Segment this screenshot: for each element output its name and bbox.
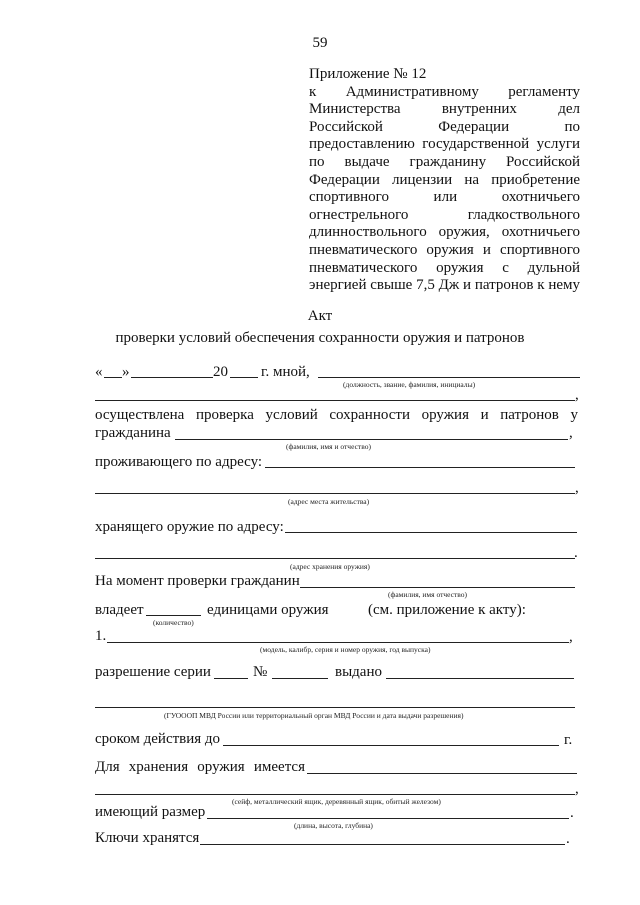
- size-field[interactable]: [207, 818, 569, 819]
- see-appendix-label: (см. приложение к акту):: [368, 602, 526, 618]
- appendix-line: предоставлению государственной услуги: [309, 136, 580, 153]
- year-prefix: 20: [213, 364, 228, 380]
- caption-residence: (адрес места жительства): [288, 497, 370, 506]
- comma: ,: [569, 425, 573, 441]
- validity-date-field[interactable]: [223, 745, 559, 746]
- comma: ,: [575, 480, 579, 496]
- storage-type-field-continued[interactable]: [95, 794, 575, 795]
- by-me-label: г. мной,: [261, 364, 310, 380]
- comma: ,: [575, 387, 579, 403]
- month-field[interactable]: [131, 377, 213, 378]
- keys-label: Ключи хранятся: [95, 830, 200, 846]
- appendix-line: к Административному регламенту: [309, 83, 580, 100]
- permit-issuer-field-continued[interactable]: [95, 707, 575, 708]
- item-number: 1.: [95, 628, 107, 644]
- caption-model: (модель, калибр, серия и номер оружия, год выпуска): [260, 645, 431, 654]
- caption-size: (длина, высота, глубина): [294, 821, 373, 830]
- comma: ,: [569, 629, 573, 645]
- owns-label: владеет: [95, 602, 144, 618]
- caption-safe: (сейф, металлический ящик, деревянный ящик, обитый железом): [232, 797, 441, 806]
- storage-address-field-continued[interactable]: [95, 558, 575, 559]
- act-title: Акт: [307, 308, 333, 324]
- appendix-line: Министерства внутренних дел: [309, 101, 580, 118]
- period: .: [566, 831, 570, 847]
- period: .: [570, 805, 574, 821]
- permit-number-field[interactable]: [272, 678, 328, 679]
- date-close-quote: »: [122, 364, 130, 380]
- day-field[interactable]: [104, 377, 122, 378]
- citizen-fio-field[interactable]: [300, 587, 575, 588]
- caption-fio-2: (фамилия, имя отчество): [388, 590, 468, 599]
- date-open-quote: «: [95, 364, 103, 380]
- residing-label: проживающего по адресу:: [95, 454, 263, 470]
- weapon-quantity-field[interactable]: [146, 615, 201, 616]
- official-field-continued[interactable]: [95, 400, 575, 401]
- act-subtitle: проверки условий обеспечения сохранности оружия и патронов: [115, 330, 525, 346]
- storage-has-label: Для хранения оружия имеется: [95, 759, 305, 775]
- moment-label: На момент проверки гражданин: [95, 573, 300, 589]
- permit-series-label: разрешение серии: [95, 664, 211, 680]
- units-label: единицами оружия: [207, 602, 329, 618]
- caption-quantity: (количество): [153, 618, 194, 627]
- appendix-title: Приложение № 12: [309, 66, 427, 82]
- storing-label: хранящего оружие по адресу:: [95, 519, 284, 535]
- official-field[interactable]: [318, 377, 580, 378]
- permit-issuer-field[interactable]: [386, 678, 574, 679]
- citizen-label: гражданина: [95, 425, 171, 441]
- permit-series-field[interactable]: [214, 678, 248, 679]
- appendix-line: энергией свыше 7,5 Дж и патронов к нему: [309, 277, 580, 294]
- weapon-model-field[interactable]: [107, 642, 569, 643]
- residence-address-field[interactable]: [265, 467, 575, 468]
- issued-label: выдано: [335, 664, 382, 680]
- year-abbr: г.: [564, 732, 573, 748]
- size-label: имеющий размер: [95, 804, 206, 820]
- storage-type-field[interactable]: [307, 773, 577, 774]
- period: .: [574, 545, 578, 561]
- appendix-line: по выдаче гражданину Российской: [309, 153, 580, 170]
- appendix-header: [309, 66, 580, 295]
- checked-statement: осуществлена проверка условий сохранности оружия и патронов у: [95, 407, 578, 423]
- year-field[interactable]: [230, 377, 258, 378]
- storage-address-field[interactable]: [285, 532, 577, 533]
- comma: ,: [575, 781, 579, 797]
- number-sign: №: [253, 664, 268, 680]
- page-number: 59: [312, 35, 328, 51]
- appendix-line: пневматического оружия и спортивного: [309, 241, 580, 258]
- citizen-name-field[interactable]: [175, 439, 568, 440]
- validity-label: сроком действия до: [95, 731, 221, 747]
- keys-location-field[interactable]: [200, 844, 565, 845]
- caption-storage: (адрес хранения оружия): [290, 562, 370, 571]
- appendix-line: спортивного или охотничьего: [309, 189, 580, 206]
- appendix-line: пневматического оружия с дульной: [309, 259, 580, 276]
- appendix-line: Российской Федерации по: [309, 118, 580, 135]
- caption-issuer: (ГУОООП МВД России или территориальный орган МВД России и дата выдачи разрешения): [164, 711, 464, 720]
- appendix-line: длинноствольного оружия, охотничьего: [309, 224, 580, 241]
- appendix-line: огнестрельного гладкоствольного: [309, 206, 580, 223]
- caption-official: (должность, звание, фамилия, инициалы): [343, 380, 476, 389]
- caption-fio: (фамилия, имя и отчество): [286, 442, 371, 451]
- residence-address-field-continued[interactable]: [95, 493, 575, 494]
- appendix-line: Федерации лицензии на приобретение: [309, 171, 580, 188]
